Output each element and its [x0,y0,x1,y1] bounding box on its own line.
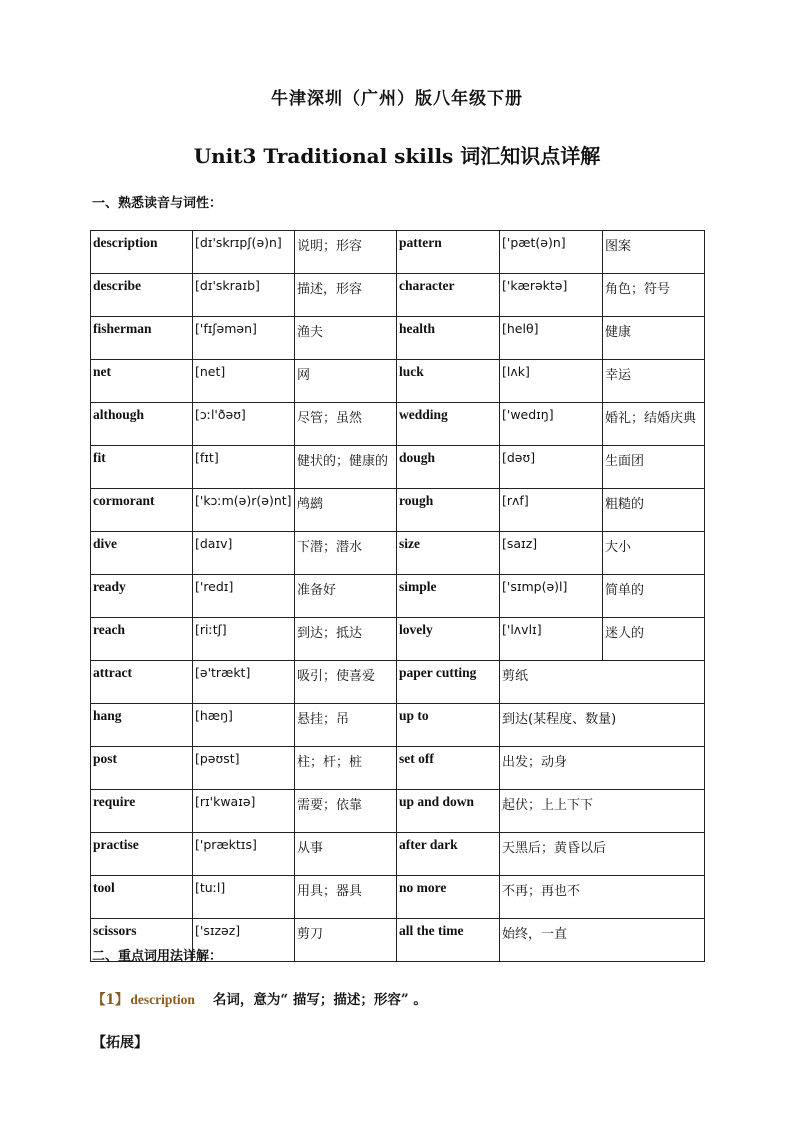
vocab-phonetic: ['præktɪs] [193,833,295,876]
vocab-phonetic: [pəʊst] [193,747,295,790]
usage-item-number: 【1】 [92,992,129,1008]
vocab-meaning: 生面团 [603,446,705,489]
vocab-word: ready [91,575,193,618]
vocab-phonetic: [dɪ'skrɪpʃ(ə)n] [193,231,295,274]
vocab-phonetic: [ɔːl'ðəʊ] [193,403,295,446]
vocab-row [91,532,705,575]
vocab-meaning: 剪刀 [295,919,397,962]
vocab-meaning: 准备好 [295,575,397,618]
vocab-meaning: 剪纸 [500,661,705,704]
vocab-meaning: 悬挂；吊 [295,704,397,747]
vocab-word: up to [397,704,500,747]
vocab-meaning: 起伏；上上下下 [500,790,705,833]
vocab-meaning: 不再；再也不 [500,876,705,919]
vocab-meaning: 角色；符号 [603,274,705,317]
vocab-word: set off [397,747,500,790]
vocab-row [91,317,705,360]
vocab-word: fit [91,446,193,489]
vocab-phonetic: [dəʊ] [500,446,603,489]
vocab-meaning: 大小 [603,532,705,575]
vocab-word: dive [91,532,193,575]
expand-label: 【拓展】 [92,1035,148,1051]
vocab-word: fisherman [91,317,193,360]
usage-item-definition: 名词，意为“ 描写；描述；形容” 。 [212,992,427,1008]
vocab-phonetic: ['sɪzəz] [193,919,295,962]
vocab-word: reach [91,618,193,661]
vocab-phonetic: ['wedɪŋ] [500,403,603,446]
vocab-word: after dark [397,833,500,876]
vocab-meaning: 天黑后；黄昏以后 [500,833,705,876]
vocab-word: rough [397,489,500,532]
vocab-word: up and down [397,790,500,833]
vocab-word: require [91,790,193,833]
vocab-phonetic: [riːtʃ] [193,618,295,661]
vocab-word: dough [397,446,500,489]
vocab-word: describe [91,274,193,317]
vocab-word: luck [397,360,500,403]
vocab-phonetic: [dɪ'skraɪb] [193,274,295,317]
vocab-word: no more [397,876,500,919]
vocab-word: size [397,532,500,575]
vocab-word: cormorant [91,489,193,532]
vocab-phonetic: [saɪz] [500,532,603,575]
vocab-meaning: 描述，形容 [295,274,397,317]
vocab-row [91,661,705,704]
vocab-word: pattern [397,231,500,274]
vocab-row [91,360,705,403]
section-heading-pronunciation: 一、熟悉读音与词性： [92,196,223,211]
vocab-word: tool [91,876,193,919]
vocab-phonetic: ['kɔːm(ə)r(ə)nt] [193,489,295,532]
vocab-word: attract [91,661,193,704]
vocab-phonetic: [helθ] [500,317,603,360]
vocab-meaning: 粗糙的 [603,489,705,532]
vocab-phonetic: [hæŋ] [193,704,295,747]
unit-title: Unit3 Traditional skills 词汇知识点详解 [193,144,601,168]
vocab-row [91,274,705,317]
vocab-word: although [91,403,193,446]
vocab-meaning: 始终，一直 [500,919,705,962]
vocab-meaning: 下潜；潜水 [295,532,397,575]
vocab-phonetic: ['fɪʃəmən] [193,317,295,360]
vocab-meaning: 从事 [295,833,397,876]
vocab-row [91,575,705,618]
vocab-meaning: 出发；动身 [500,747,705,790]
usage-item-description [92,988,427,1008]
vocab-row [91,618,705,661]
vocab-meaning: 到达；抵达 [295,618,397,661]
vocab-meaning: 迷人的 [603,618,705,661]
vocab-word: health [397,317,500,360]
section-heading-usage: 二、重点词用法详解： [92,949,223,964]
vocabulary-table [90,230,705,962]
vocab-meaning: 渔夫 [295,317,397,360]
vocab-row [91,231,705,274]
vocab-word: practise [91,833,193,876]
vocab-word: post [91,747,193,790]
vocab-word: all the time [397,919,500,962]
vocab-word: description [91,231,193,274]
vocab-phonetic: [rɪ'kwaɪə] [193,790,295,833]
vocab-meaning: 幸运 [603,360,705,403]
vocab-meaning: 吸引；使喜爱 [295,661,397,704]
usage-item-word: description [130,992,195,1007]
vocab-phonetic: [fɪt] [193,446,295,489]
vocab-meaning: 简单的 [603,575,705,618]
vocab-row [91,704,705,747]
vocab-meaning: 需要；依靠 [295,790,397,833]
vocab-phonetic: [net] [193,360,295,403]
vocab-phonetic: ['redɪ] [193,575,295,618]
vocab-row [91,747,705,790]
vocab-word: lovely [397,618,500,661]
vocab-meaning: 婚礼；结婚庆典 [603,403,705,446]
vocab-meaning: 用具；器具 [295,876,397,919]
vocab-meaning: 鸬鹚 [295,489,397,532]
vocab-phonetic: [ə'trækt] [193,661,295,704]
vocab-phonetic: [daɪv] [193,532,295,575]
vocab-word: hang [91,704,193,747]
vocab-phonetic: ['sɪmp(ə)l] [500,575,603,618]
vocab-row [91,833,705,876]
vocab-row [91,446,705,489]
vocab-word: paper cutting [397,661,500,704]
vocab-phonetic: [lʌk] [500,360,603,403]
vocab-row [91,403,705,446]
document-title: 牛津深圳（广州）版八年级下册 [271,89,523,109]
vocab-meaning: 柱；杆；桩 [295,747,397,790]
vocab-meaning: 图案 [603,231,705,274]
vocab-meaning: 尽管；虽然 [295,403,397,446]
vocab-meaning: 到达(某程度、数量) [500,704,705,747]
vocab-word: character [397,274,500,317]
vocab-word: wedding [397,403,500,446]
vocabulary-table-body [91,231,705,962]
vocab-meaning: 健状的；健康的 [295,446,397,489]
vocab-row [91,489,705,532]
vocab-phonetic: [rʌf] [500,489,603,532]
vocab-meaning: 健康 [603,317,705,360]
vocab-word: simple [397,575,500,618]
vocab-phonetic: [tuːl] [193,876,295,919]
vocab-word: scissors [91,919,193,962]
vocab-row [91,876,705,919]
vocab-row [91,790,705,833]
vocab-phonetic: ['kærəktə] [500,274,603,317]
vocab-phonetic: ['pæt(ə)n] [500,231,603,274]
vocab-phonetic: ['lʌvlɪ] [500,618,603,661]
vocab-meaning: 网 [295,360,397,403]
vocab-meaning: 说明；形容 [295,231,397,274]
vocab-word: net [91,360,193,403]
